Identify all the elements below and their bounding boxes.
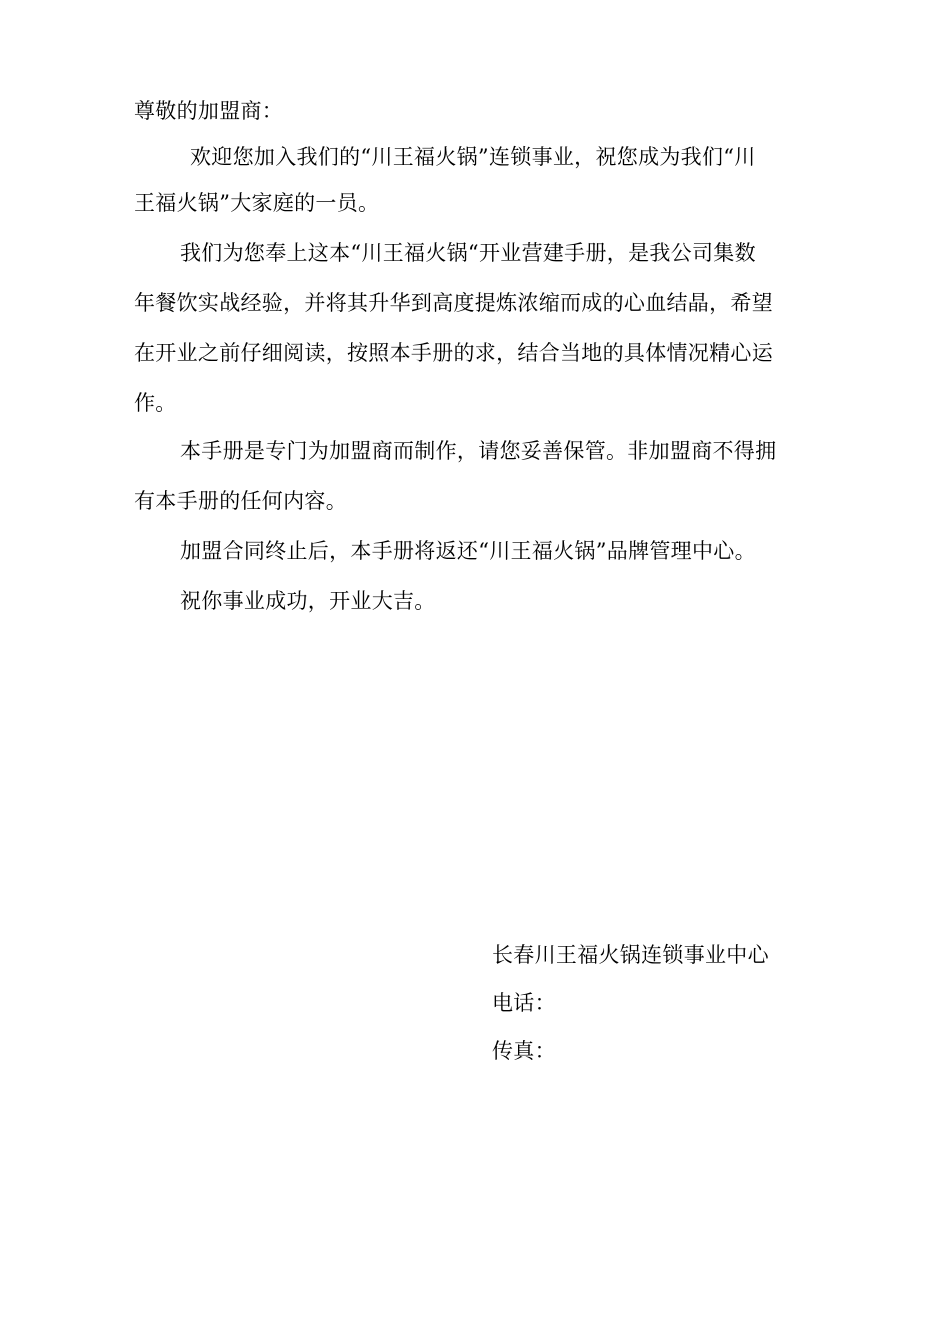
- paragraph-3-line-2: 有本手册的任何内容。: [134, 489, 347, 513]
- paragraph-2-line-1: 我们为您奉上这本“川王福火锅“开业营建手册，是我公司集数: [180, 241, 756, 265]
- paragraph-5-line-1: 祝你事业成功，开业大吉。: [180, 589, 436, 613]
- signature-organization: 长春川王福火锅连锁事业中心: [492, 943, 769, 967]
- salutation: 尊敬的加盟商：: [134, 99, 284, 123]
- paragraph-4-line-1: 加盟合同终止后，本手册将返还“川王福火锅”品牌管理中心。: [180, 539, 756, 563]
- signature-phone-label: 电话：: [492, 991, 556, 1015]
- signature-fax-label: 传真：: [492, 1039, 556, 1063]
- paragraph-3-line-1: 本手册是专门为加盟商而制作，请您妥善保管。非加盟商不得拥: [180, 439, 777, 463]
- paragraph-1-line-1: 欢迎您加入我们的“川王福火锅”连锁事业，祝您成为我们“川: [190, 145, 756, 169]
- paragraph-1-line-2: 王福火锅”大家庭的一员。: [134, 191, 380, 215]
- paragraph-2-line-4: 作。: [134, 391, 177, 415]
- paragraph-2-line-3: 在开业之前仔细阅读，按照本手册的求，结合当地的具体情况精心运: [134, 341, 773, 365]
- paragraph-2-line-2: 年餐饮实战经验，并将其升华到高度提炼浓缩而成的心血结晶，希望: [134, 291, 773, 315]
